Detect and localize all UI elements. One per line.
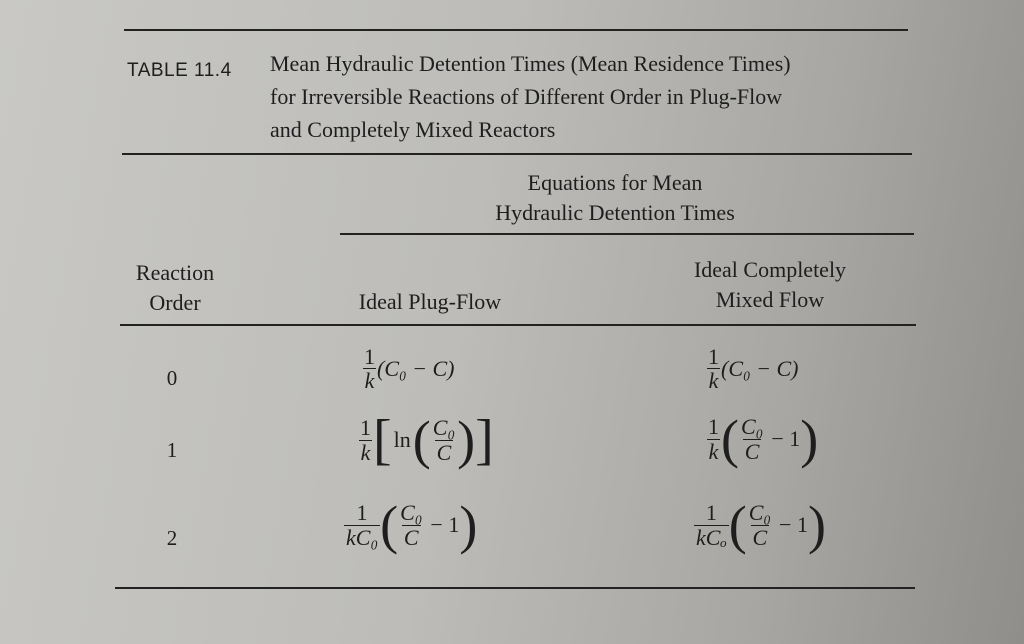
header-line: Reaction: [135, 260, 215, 285]
header-line: Order: [149, 290, 201, 315]
spanner-line: Equations for Mean: [527, 170, 703, 195]
equation-plug-order-2: [344, 495, 478, 555]
denominator: kC₀: [346, 524, 379, 550]
denominator: kCₒ: [696, 524, 727, 550]
expression: (C₀ − C): [377, 355, 455, 381]
fraction: [362, 345, 377, 392]
numerator: C₀: [748, 500, 772, 526]
order-cell-2: 2: [166, 526, 178, 550]
fraction: [344, 501, 380, 548]
denominator: C: [752, 524, 768, 550]
ln-operator: ln: [393, 427, 411, 452]
right-paren: ): [800, 409, 819, 469]
numerator: C₀: [432, 415, 456, 441]
spanner-rule: [340, 233, 914, 235]
order-cell-1: 1: [166, 438, 178, 462]
col-header-plug-flow: Ideal Plug-Flow: [358, 289, 502, 314]
table-caption: [270, 47, 910, 146]
header-bottom-rule: [120, 324, 916, 326]
numerator: C₀: [740, 414, 764, 440]
table-label: TABLE 11.4: [127, 60, 232, 81]
numerator: 1: [360, 415, 371, 441]
inner-fraction: [739, 415, 765, 462]
numerator: 1: [364, 344, 375, 369]
minus-one: − 1: [430, 512, 460, 537]
denominator: k: [364, 368, 375, 394]
denominator: k: [708, 438, 719, 464]
fraction: [694, 501, 729, 548]
denominator: k: [360, 439, 371, 465]
caption-line: for Irreversible Reactions of Different Order in Plug-Flow: [270, 84, 783, 109]
left-paren: (: [728, 495, 747, 555]
expression: (C₀ − C): [721, 355, 799, 381]
denominator: C: [403, 524, 419, 550]
spanner-line: Hydraulic Detention Times: [495, 200, 735, 225]
right-paren: ): [807, 495, 826, 555]
inner-fraction: [431, 416, 457, 463]
equation-mixed-order-1: [706, 409, 819, 469]
caption-bottom-rule: [122, 153, 912, 155]
table-bottom-rule: [115, 587, 915, 589]
spanner-header: [440, 168, 790, 228]
equation-mixed-order-0: [706, 345, 799, 392]
fraction: [358, 416, 373, 463]
right-bracket: ]: [475, 409, 494, 471]
inner-fraction: [398, 501, 424, 548]
header-line: Mixed Flow: [715, 287, 825, 312]
order-cell-0: 0: [166, 366, 178, 390]
col-header-mixed-flow: [660, 255, 880, 315]
minus-one: − 1: [771, 426, 801, 451]
equation-mixed-order-2: [694, 495, 826, 555]
minus-one: − 1: [779, 512, 808, 537]
left-bracket: [: [373, 409, 392, 471]
top-rule: [124, 29, 908, 31]
denominator: k: [708, 368, 719, 394]
left-paren: (: [412, 410, 431, 470]
fraction: [706, 415, 721, 462]
denominator: C: [744, 438, 760, 464]
equation-plug-order-0: [362, 345, 455, 392]
numerator: 1: [705, 500, 717, 526]
denominator: C: [436, 439, 452, 465]
numerator: 1: [708, 414, 719, 440]
equation-plug-order-1: [358, 409, 494, 471]
col-header-reaction-order: [110, 258, 240, 318]
left-paren: (: [721, 409, 739, 469]
caption-line: Mean Hydraulic Detention Times (Mean Residence Times): [270, 51, 791, 76]
numerator: 1: [356, 500, 368, 526]
left-paren: (: [380, 495, 399, 555]
numerator: 1: [708, 344, 719, 369]
header-line: Ideal Completely: [693, 257, 847, 282]
inner-fraction: [747, 501, 773, 548]
fraction: [706, 345, 721, 392]
right-paren: ): [459, 495, 478, 555]
numerator: C₀: [400, 500, 423, 526]
caption-line: and Completely Mixed Reactors: [270, 117, 556, 142]
right-paren: ): [457, 410, 476, 470]
